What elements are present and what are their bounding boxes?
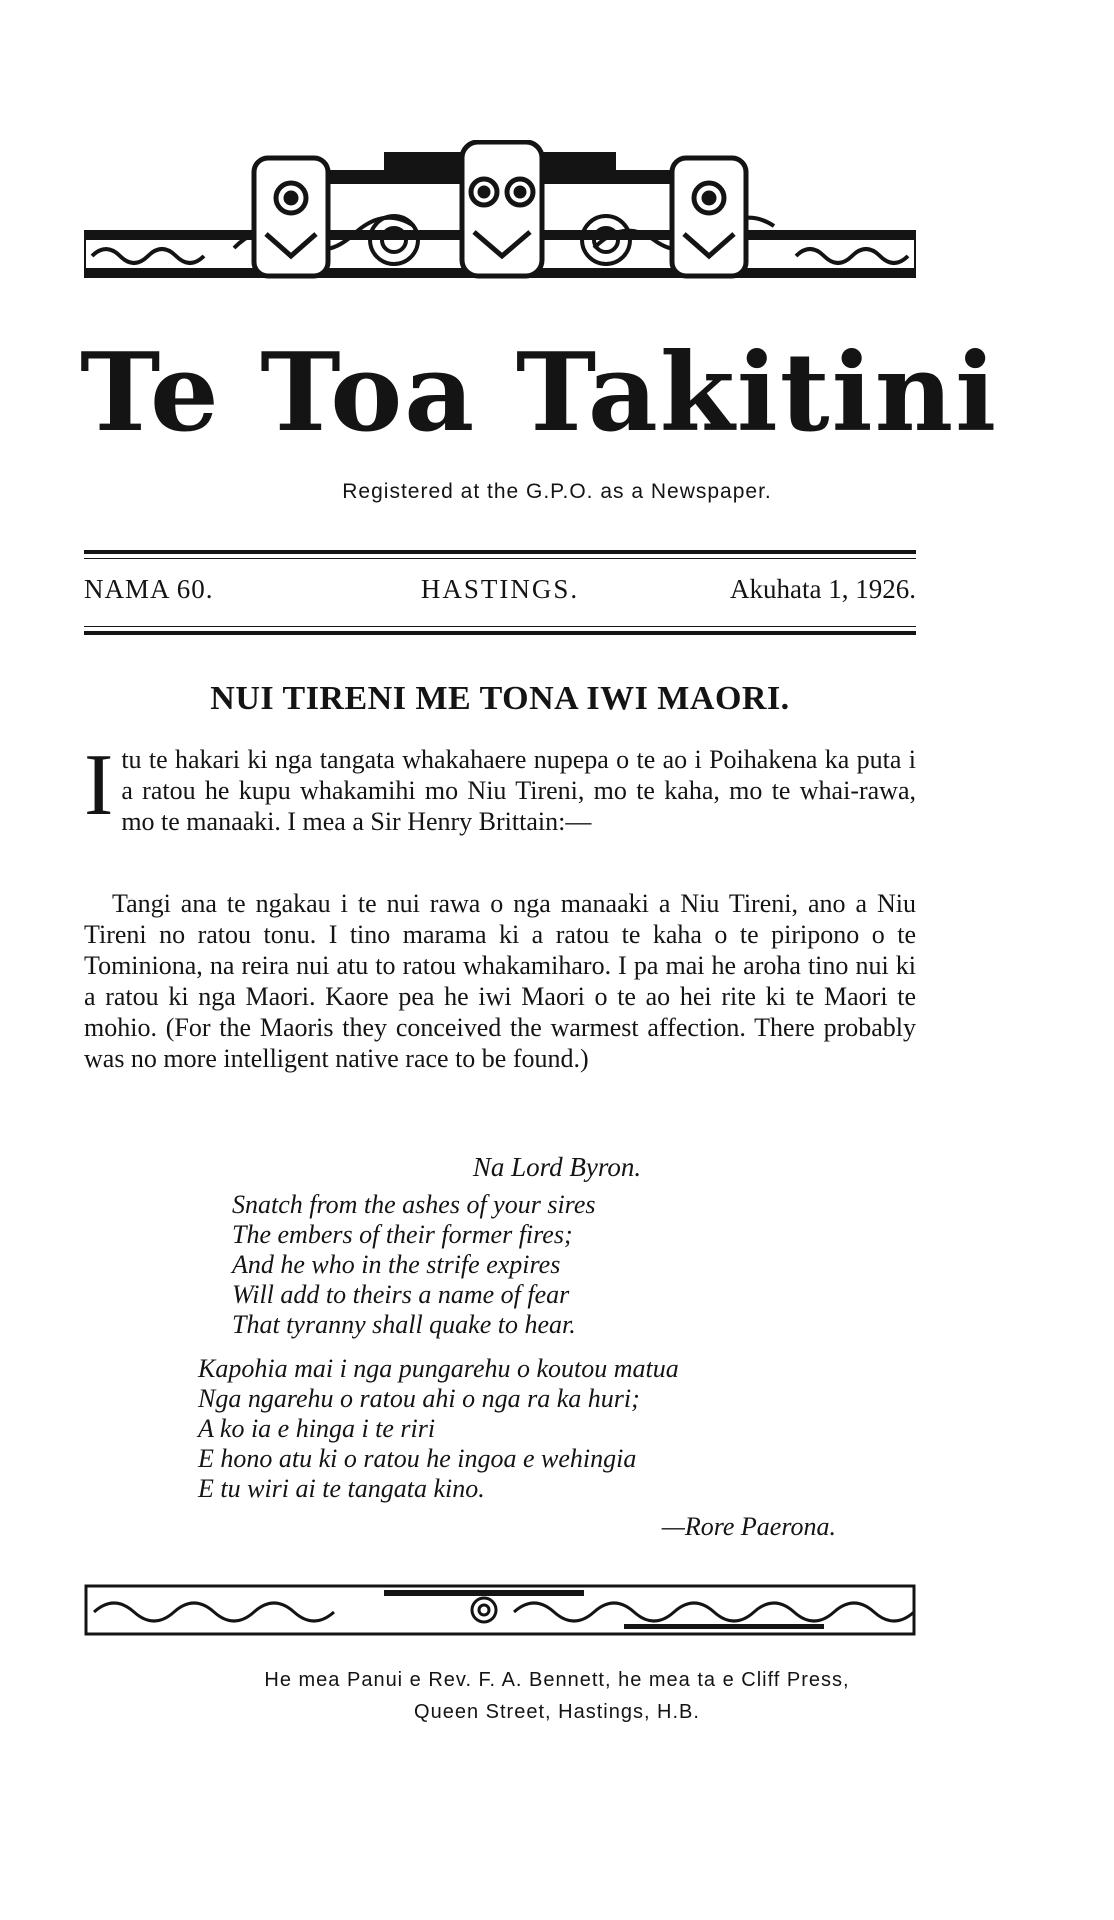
carved-figure-center <box>462 142 542 276</box>
poem-line: The embers of their former fires; <box>232 1220 573 1249</box>
rule-top-thin <box>84 558 916 559</box>
masthead-title: Te Toa Takitini <box>80 330 999 456</box>
article-paragraph: Tangi ana te ngakau i te nui rawa o nga manaaki a Niu Tireni, ano a Niu Tireni no ratou tonu. I tino marama ki a ratou te kaha o te piripono o te Tominiona, na reira nui atu to ratou whakamiharo. I pa mai he aroha tino nui ki a ratou ki nga Maori. Kaore pea he iwi Maori o te ao hei rite ki te Maori te mohio. (For the Maoris they conceived the warmest affection. There probably was no more intelligent native race to be found.) <box>84 889 916 1073</box>
poem-line: And he who in the strife expires <box>232 1250 561 1279</box>
poem-translator: —Rore Paerona. <box>661 1512 836 1541</box>
poem-line: A ko ia e hinga i te riri <box>198 1414 436 1443</box>
header-ornament <box>84 140 916 280</box>
poem-attribution: Na Lord Byron. <box>472 1152 642 1182</box>
article-paragraph: Itu te hakari ki nga tangata whakahaere nupepa o te ao i Poihakena ka puta i a ratou he kupu whakamihi mo Niu Tireni, mo te kaha, mo te whai-rawa, mo te manaaki. I mea a Sir Henry Brittain:— <box>84 737 916 836</box>
poem-line: Snatch from the ashes of your sires <box>232 1190 596 1219</box>
issue-date: Akuhata 1, 1926. <box>730 574 916 604</box>
rule-bottom-thin <box>84 626 916 627</box>
publisher-address: Queen Street, Hastings, H.B. <box>414 1701 700 1723</box>
poem-english <box>232 1190 596 1340</box>
poem-line: Nga ngarehu o ratou ahi o nga ra ka huri; <box>198 1384 640 1413</box>
publisher-line: He mea Panui e Rev. F. A. Bennett, he mea ta e Cliff Press, <box>264 1669 850 1691</box>
publisher-info <box>0 1664 1114 1728</box>
poem-maori <box>198 1354 679 1504</box>
issue-number: NAMA 60. <box>84 574 214 604</box>
carved-figure-right <box>672 158 746 276</box>
registration-notice: Registered at the G.P.O. as a Newspaper. <box>342 480 772 503</box>
poem-line: Will add to theirs a name of fear <box>232 1280 570 1309</box>
rule-bottom-thick <box>84 631 916 635</box>
poem-line: Kapohia mai i nga pungarehu o koutou matua <box>198 1354 679 1383</box>
rule-top-thick <box>84 550 916 554</box>
issue-place: HASTINGS. <box>420 574 580 604</box>
issue-line <box>84 574 916 610</box>
footer-ornament <box>84 1584 916 1636</box>
poem-line: E hono atu ki o ratou he ingoa e wehingia <box>198 1444 637 1473</box>
article-title: NUI TIRENI ME TONA IWI MAORI. <box>210 680 790 717</box>
carved-figure-left <box>254 158 328 276</box>
poem-line: E tu wiri ai te tangata kino. <box>198 1474 485 1503</box>
poem-line: That tyranny shall quake to hear. <box>232 1310 576 1339</box>
